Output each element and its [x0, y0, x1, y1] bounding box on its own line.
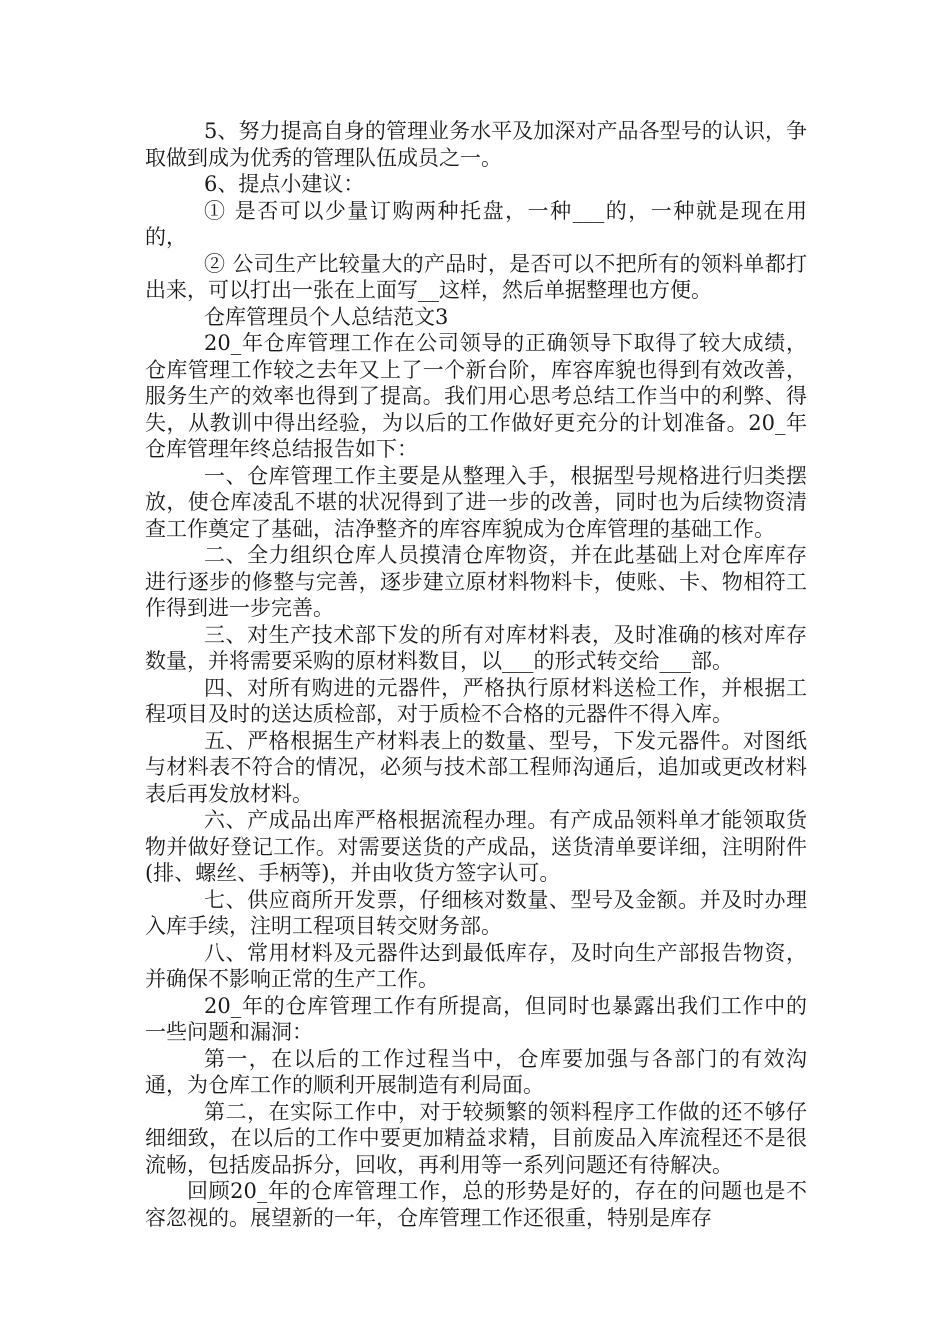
- paragraph-12: 六、产成品出库严格根据流程办理。有产成品领料单才能领取货物并做好登记工作。对需要送货的产成品，送货清单要详细，注明附件(排、螺丝、手柄等)，并由收货方签字认可。: [145, 808, 807, 885]
- paragraph-8: 二、全力组织仓库人员摸清仓库物资，并在此基础上对仓库库存进行逐步的修整与完善，逐步建立原材料物料卡，使账、卡、物相符工作得到进一步完善。: [145, 543, 807, 620]
- paragraph-3: ① 是否可以少量订购两种托盘，一种___的，一种就是现在用的，: [145, 198, 807, 249]
- paragraph-4: ② 公司生产比较量大的产品时，是否可以不把所有的领料单都打出来，可以打出一张在上面写__这样，然后单据整理也方便。: [145, 251, 807, 302]
- paragraph-11: 五、严格根据生产材料表上的数量、型号，下发元器件。对图纸与材料表不符合的情况，必须与技术部工程师沟通后，追加或更改材料表后再发放材料。: [145, 728, 807, 806]
- document-body: [145, 118, 807, 1231]
- paragraph-14: 八、常用材料及元器件达到最低库存，及时向生产部报告物资，并确保不影响正常的生产工作。: [145, 940, 807, 991]
- paragraph-16: 第一，在以后的工作过程当中，仓库要加强与各部门的有效沟通，为仓库工作的顺利开展制造有利局面。: [145, 1046, 807, 1097]
- paragraph-6: 20_年仓库管理工作在公司领导的正确领导下取得了较大成绩，仓库管理工作较之去年又上了一个新台阶，库容库貌也得到有效改善，服务生产的效率也得到了提高。我们用心思考总结工作当中的利弊、得失，从教训中得出经验，为以后的工作做好更充分的计划准备。20_年仓库管理年终总结报告如下：: [145, 331, 807, 461]
- paragraph-7: 一、仓库管理工作主要是从整理入手，根据型号规格进行归类摆放，使仓库凌乱不堪的状况得到了进一步的改善，同时也为后续物资清查工作奠定了基础，洁净整齐的库容库貌成为仓库管理的基础工作。: [145, 463, 807, 541]
- paragraph-1: 5、努力提高自身的管理业务水平及加深对产品各型号的认识，争取做到成为优秀的管理队伍成员之一。: [145, 119, 807, 170]
- paragraph-17: 第二，在实际工作中，对于较频繁的领料程序工作做的还不够仔细细致，在以后的工作中要更加精益求精，目前废品入库流程还不是很流畅，包括废品拆分，回收，再利用等一系列问题还有待解决。: [145, 1099, 807, 1177]
- paragraph-15: 20_年的仓库管理工作有所提高，但同时也暴露出我们工作中的一些问题和漏洞：: [145, 993, 807, 1044]
- paragraph-10: 四、对所有购进的元器件，严格执行原材料送检工作，并根据工程项目及时的送达质检部，对于质检不合格的元器件不得入库。: [145, 675, 807, 726]
- section-heading: 仓库管理员个人总结范文3: [204, 304, 449, 329]
- paragraph-13: 七、供应商所开发票，仔细核对数量、型号及金额。并及时办理入库手续，注明工程项目转交财务部。: [145, 887, 807, 938]
- paragraph-2: 6、提点小建议：: [204, 172, 365, 196]
- paragraph-9: 三、对生产技术部下发的所有对库材料表，及时准确的核对库存数量，并将需要采购的原材料数目，以___的形式转交给___部。: [145, 622, 807, 673]
- paragraph-18: 回顾20_年的仓库管理工作，总的形势是好的，存在的问题也是不容忽视的。展望新的一年，仓库管理工作还很重，特别是库存: [145, 1179, 807, 1230]
